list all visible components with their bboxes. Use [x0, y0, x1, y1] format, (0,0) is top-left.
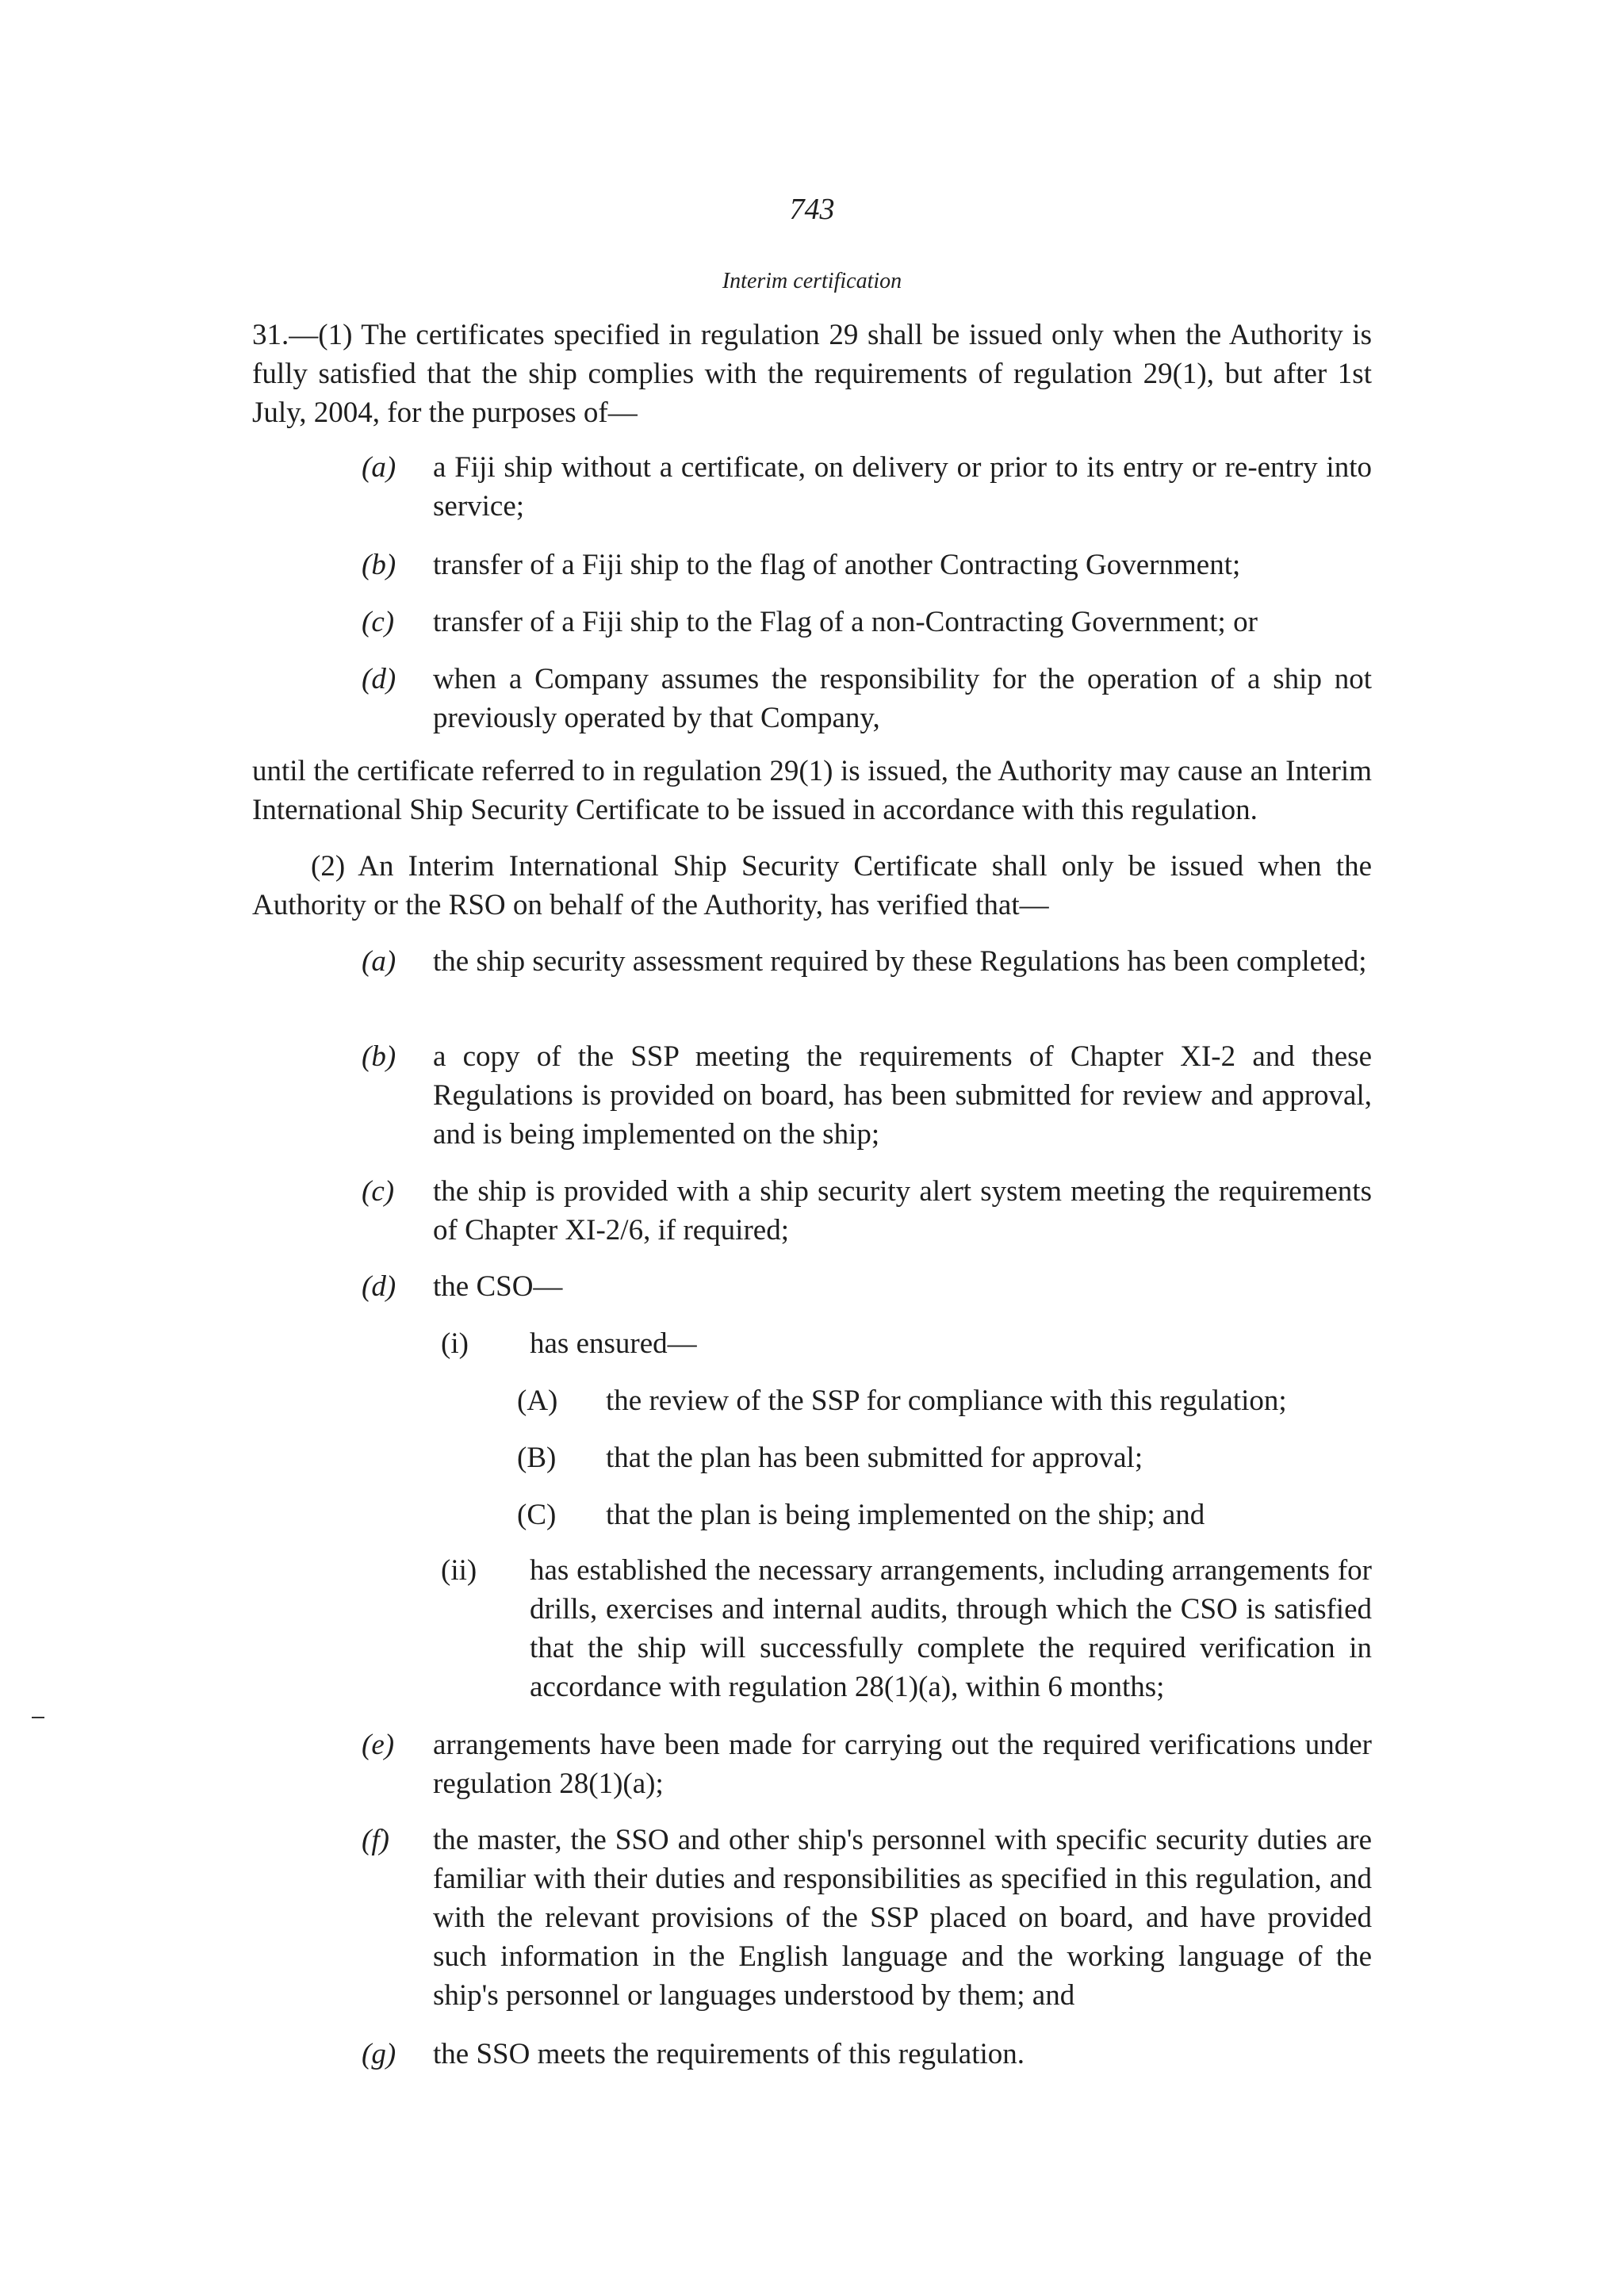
- list-label: (a): [362, 945, 396, 978]
- list-label: (A): [517, 1384, 558, 1417]
- list-label: (b): [362, 549, 396, 581]
- list-text: the SSO meets the requirements of this regulation.: [433, 2038, 1025, 2070]
- list-text: the review of the SSP for compliance with this regulation;: [606, 1384, 1287, 1417]
- list-label: (c): [362, 1175, 395, 1208]
- list-text: transfer of a Fiji ship to the Flag of a non-Contracting Government; or: [433, 606, 1258, 638]
- list-text: a Fiji ship without a certificate, on delivery or prior to its entry or re-entry into service;: [433, 451, 1372, 523]
- list-text: when a Company assumes the responsibility for the operation of a ship not previously operated by that Company,: [433, 663, 1372, 734]
- list-label: (e): [362, 1729, 395, 1761]
- list-text: the ship security assessment required by these Regulations has been completed;: [433, 945, 1367, 978]
- section-heading: Interim certification: [722, 269, 902, 293]
- list-label: (a): [362, 451, 396, 484]
- list-label: (b): [362, 1040, 396, 1073]
- margin-mark: [32, 1717, 44, 1718]
- list-label: (d): [362, 1270, 396, 1303]
- list-label: (f): [362, 1824, 389, 1856]
- list-text: a copy of the SSP meeting the requirements of Chapter XI-2 and these Regulations is provided on board, has been submitted for review and approval, and is being implemented on the ship;: [433, 1040, 1372, 1151]
- list-text: the ship is provided with a ship security alert system meeting the requirements of Chapter XI-2/6, if required;: [433, 1175, 1372, 1247]
- list-label: (c): [362, 606, 395, 638]
- list-text: the CSO—: [433, 1270, 563, 1303]
- subregulation-2-intro: (2) An Interim International Ship Security Certificate shall only be issued when the Authority or the RSO on behalf of the Authority, has verified that—: [252, 850, 1372, 921]
- list-label: (g): [362, 2038, 396, 2070]
- page-number: 743: [789, 193, 835, 226]
- until-paragraph: until the certificate referred to in regulation 29(1) is issued, the Authority may cause an Interim International Ship Security Certificate to be issued in accordance with this regulation.: [252, 755, 1372, 826]
- list-label: (i): [441, 1327, 469, 1360]
- list-text: arrangements have been made for carrying out the required verifications under regulation 28(1)(a);: [433, 1729, 1372, 1800]
- list-text: has established the necessary arrangements, including arrangements for drills, exercises and internal audits, through which the CSO is satisfied that the ship will successfully complete the required verification in accordance with regulation 28(1)(a), within 6 months;: [530, 1554, 1372, 1703]
- list-label: (B): [517, 1442, 557, 1474]
- list-label: (ii): [441, 1554, 477, 1587]
- list-text: that the plan is being implemented on the ship; and: [606, 1499, 1205, 1531]
- regulation-31-intro: 31.—(1) The certificates specified in regulation 29 shall be issued only when the Authority is fully satisfied that the ship complies with the requirements of regulation 29(1), but after 1st July, 2004, for the purposes of—: [252, 319, 1372, 429]
- list-label: (d): [362, 663, 396, 695]
- list-text: has ensured—: [530, 1327, 697, 1360]
- list-label: (C): [517, 1499, 557, 1531]
- list-text: that the plan has been submitted for approval;: [606, 1442, 1143, 1474]
- list-text: transfer of a Fiji ship to the flag of another Contracting Government;: [433, 549, 1241, 581]
- list-text: the master, the SSO and other ship's personnel with specific security duties are familiar with their duties and responsibilities as specified in this regulation, and with the relevant provisions of the SSP placed on board, and have provided such information in the English language and the working language of the ship's personnel or languages understood by them; and: [433, 1824, 1372, 2012]
